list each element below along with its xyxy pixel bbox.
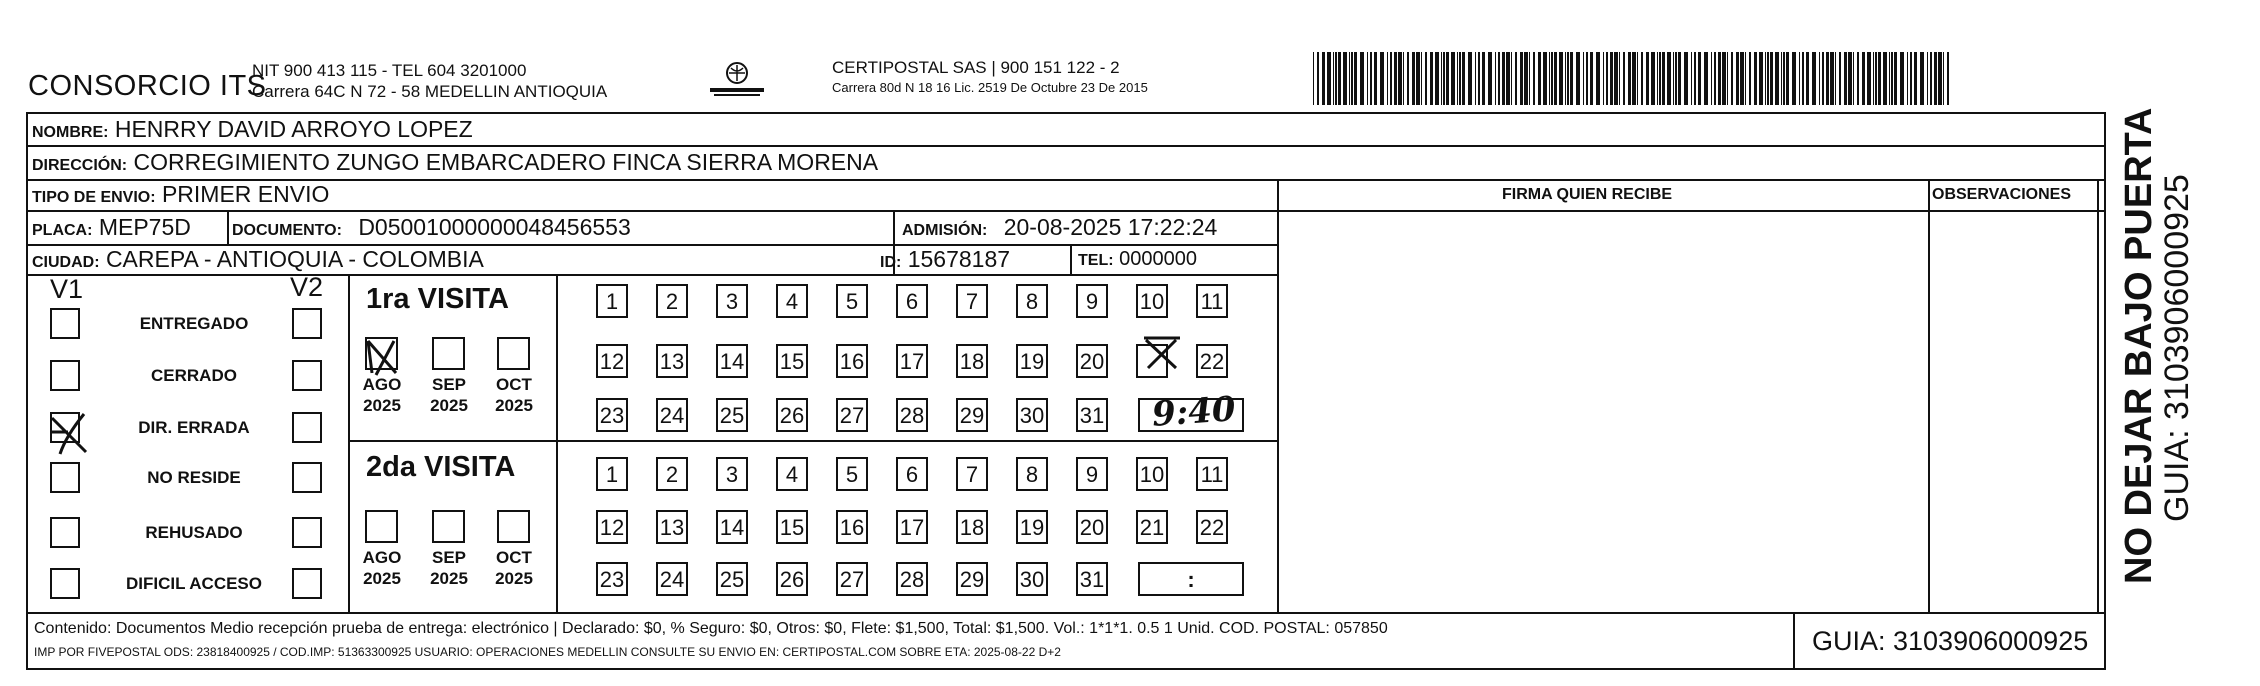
second-visit-day-box[interactable]: 17 — [896, 510, 928, 544]
first-visit-day-box[interactable]: 1 — [596, 284, 628, 318]
month-year: 2025 — [363, 569, 401, 588]
status-label: REHUSADO — [145, 523, 243, 542]
firma-header: FIRMA QUIEN RECIBE — [1502, 186, 1673, 203]
first-visit-day-box[interactable]: 31 — [1076, 398, 1108, 432]
first-visit-day-box[interactable]: 19 — [1016, 344, 1048, 378]
first-visit-month-label — [489, 374, 539, 416]
direccion-row — [32, 149, 878, 176]
second-visit-month-checkbox[interactable] — [497, 510, 530, 543]
nombre-row — [32, 116, 473, 143]
id-value: 15678187 — [907, 246, 1011, 272]
second-visit-month-label — [424, 547, 474, 589]
first-visit-day-box[interactable]: 17 — [896, 344, 928, 378]
second-visit-time-box[interactable]: : — [1138, 562, 1244, 596]
month-name: OCT — [496, 375, 532, 394]
second-visit-day-box[interactable]: 2 — [656, 457, 688, 491]
certipostal-info — [832, 58, 1148, 98]
month-year: 2025 — [430, 569, 468, 588]
first-visit-day-box[interactable]: 29 — [956, 398, 988, 432]
v1-checkbox[interactable] — [50, 308, 80, 339]
second-visit-day-box[interactable]: 30 — [1016, 562, 1048, 596]
second-visit-day-box[interactable]: 24 — [656, 562, 688, 596]
first-visit-month-checkbox[interactable] — [432, 337, 465, 370]
second-visit-day-box[interactable]: 22 — [1196, 510, 1228, 544]
side-warning: NO DEJAR BAJO PUERTA — [2118, 107, 2160, 584]
tel-field — [1078, 248, 1197, 271]
v1-checkbox[interactable] — [50, 360, 80, 391]
firma-area[interactable] — [1280, 212, 1927, 611]
second-visit-day-box[interactable]: 19 — [1016, 510, 1048, 544]
first-visit-day-box[interactable]: 30 — [1016, 398, 1048, 432]
first-visit-day-box[interactable]: 10 — [1136, 284, 1168, 318]
tel-value: 0000000 — [1119, 248, 1197, 270]
first-visit-day-box[interactable]: 8 — [1016, 284, 1048, 318]
first-visit-day-box[interactable]: 7 — [956, 284, 988, 318]
v2-checkbox[interactable] — [292, 360, 322, 391]
handwritten-check-dir-errada-icon — [46, 410, 96, 460]
second-visit-day-box[interactable]: 6 — [896, 457, 928, 491]
second-visit-day-box[interactable]: 7 — [956, 457, 988, 491]
first-visit-day-box[interactable]: 23 — [596, 398, 628, 432]
v1-checkbox[interactable] — [50, 462, 80, 493]
second-visit-day-box[interactable]: 25 — [716, 562, 748, 596]
month-year: 2025 — [363, 396, 401, 415]
first-visit-day-box[interactable]: 15 — [776, 344, 808, 378]
second-visit-day-box[interactable]: 1 — [596, 457, 628, 491]
first-visit-day-box[interactable]: 25 — [716, 398, 748, 432]
second-visit-day-box[interactable]: 29 — [956, 562, 988, 596]
certipostal-logo-icon — [706, 60, 768, 100]
second-visit-day-box[interactable]: 13 — [656, 510, 688, 544]
ciudad-label: CIUDAD: — [32, 254, 100, 271]
first-visit-day-box[interactable]: 12 — [596, 344, 628, 378]
admision-field — [902, 214, 1217, 241]
status-label: DIR. ERRADA — [138, 418, 250, 437]
month-name: AGO — [362, 375, 402, 394]
second-visit-day-box[interactable]: 12 — [596, 510, 628, 544]
second-visit-day-box[interactable]: 14 — [716, 510, 748, 544]
first-visit-month-label — [357, 374, 407, 416]
tipo-label: TIPO DE ENVIO: — [32, 189, 156, 206]
first-visit-day-box[interactable]: 20 — [1076, 344, 1108, 378]
first-visit-day-box[interactable]: 4 — [776, 284, 808, 318]
first-visit-day-box[interactable]: 11 — [1196, 284, 1228, 318]
second-visit-day-box[interactable]: 28 — [896, 562, 928, 596]
tipo-row — [32, 181, 329, 208]
observaciones-header: OBSERVACIONES — [1932, 186, 2071, 203]
first-visit-day-box[interactable]: 3 — [716, 284, 748, 318]
id-label: ID: — [880, 254, 902, 271]
first-visit-title: 1ra VISITA — [366, 283, 509, 315]
placa-value: MEP75D — [98, 214, 191, 240]
first-visit-month-checkbox[interactable] — [497, 337, 530, 370]
nombre-label: NOMBRE: — [32, 124, 109, 141]
company-nit: NIT 900 413 115 - TEL 604 3201000 — [252, 61, 527, 80]
status-label: DIFICIL ACCESO — [125, 574, 262, 593]
guia-number: GUIA: 3103906000925 — [1812, 626, 2089, 656]
v2-label: V2 — [290, 272, 324, 302]
first-visit-day-box[interactable]: 28 — [896, 398, 928, 432]
second-visit-month-checkbox[interactable] — [432, 510, 465, 543]
status-label: CERRADO — [151, 366, 237, 385]
footer-contents: Contenido: Documentos Medio recepción prueba de entrega: electrónico | Declarado: $0, % Seguro: $0, Otros: $0, Flete: $1,500, Total: $1,500. Vol.: 1*1*1. 0.5 1 Unid. COD. POSTAL: 057850 — [34, 620, 1388, 637]
first-visit-day-box[interactable]: 9 — [1076, 284, 1108, 318]
direccion-label: DIRECCIÓN: — [32, 157, 128, 174]
second-visit-day-box[interactable]: 10 — [1136, 457, 1168, 491]
first-visit-day-box[interactable]: 2 — [656, 284, 688, 318]
v2-checkbox[interactable] — [292, 517, 322, 548]
certipostal-address: Carrera 80d N 18 16 Lic. 2519 De Octubre 23 De 2015 — [832, 80, 1148, 95]
v2-checkbox[interactable] — [292, 308, 322, 339]
v2-checkbox[interactable] — [292, 462, 322, 493]
first-visit-month-label — [424, 374, 474, 416]
first-visit-day-box[interactable]: 14 — [716, 344, 748, 378]
second-visit-day-box[interactable]: 23 — [596, 562, 628, 596]
second-visit-day-box[interactable]: 31 — [1076, 562, 1108, 596]
tel-label: TEL: — [1078, 252, 1114, 269]
month-name: SEP — [431, 375, 467, 394]
first-visit-day-box[interactable]: 5 — [836, 284, 868, 318]
id-field — [880, 246, 1010, 273]
placa-field — [32, 214, 191, 241]
company-address: Carrera 64C N 72 - 58 MEDELLIN ANTIOQUIA — [252, 82, 608, 101]
documento-value: D05001000000048456553 — [358, 214, 631, 240]
second-visit-day-box[interactable]: 21 — [1136, 510, 1168, 544]
month-name: SEP — [431, 548, 467, 567]
second-visit-day-box[interactable]: 4 — [776, 457, 808, 491]
month-name: OCT — [496, 548, 532, 567]
handwritten-check-day-21-icon — [1140, 334, 1184, 374]
ciudad-field — [32, 246, 484, 273]
status-label: NO RESIDE — [147, 468, 241, 487]
second-visit-day-box[interactable]: 11 — [1196, 457, 1228, 491]
first-visit-day-box[interactable]: 16 — [836, 344, 868, 378]
status-label: ENTREGADO — [139, 314, 249, 333]
handwritten-time: 9:40 — [1150, 389, 1237, 435]
documento-label: DOCUMENTO: — [232, 222, 342, 239]
second-visit-day-box[interactable]: 16 — [836, 510, 868, 544]
second-visit-day-box[interactable]: 5 — [836, 457, 868, 491]
second-visit-month-label — [489, 547, 539, 589]
first-visit-day-box[interactable]: 13 — [656, 344, 688, 378]
second-visit-month-label — [357, 547, 407, 589]
second-visit-day-box[interactable]: 8 — [1016, 457, 1048, 491]
month-name: AGO — [362, 548, 402, 567]
second-visit-day-box[interactable]: 26 — [776, 562, 808, 596]
v1-checkbox[interactable] — [50, 517, 80, 548]
second-visit-day-box[interactable]: 9 — [1076, 457, 1108, 491]
observaciones-area[interactable] — [1931, 212, 2096, 611]
company-name: CONSORCIO ITS — [28, 70, 267, 102]
v2-checkbox[interactable] — [292, 412, 322, 443]
ciudad-value: CAREPA - ANTIOQUIA - COLOMBIA — [105, 246, 484, 272]
side-guia: GUIA: 3103906000925 — [2158, 174, 2196, 522]
second-visit-day-box[interactable]: 3 — [716, 457, 748, 491]
second-visit-day-box[interactable]: 27 — [836, 562, 868, 596]
placa-label: PLACA: — [32, 222, 93, 239]
month-year: 2025 — [495, 569, 533, 588]
handwritten-check-ago-icon — [364, 337, 404, 379]
v1-checkbox[interactable] — [50, 568, 80, 599]
second-visit-day-box[interactable]: 15 — [776, 510, 808, 544]
documento-field — [232, 214, 631, 241]
company-info — [252, 60, 607, 102]
first-visit-day-box[interactable]: 27 — [836, 398, 868, 432]
first-visit-day-box[interactable]: 26 — [776, 398, 808, 432]
tipo-value: PRIMER ENVIO — [161, 181, 330, 207]
v2-checkbox[interactable] — [292, 568, 322, 599]
v1-label: V1 — [50, 274, 84, 304]
second-visit-day-box[interactable]: 20 — [1076, 510, 1108, 544]
first-visit-day-box[interactable]: 22 — [1196, 344, 1228, 378]
first-visit-day-box[interactable]: 24 — [656, 398, 688, 432]
admision-value: 20-08-2025 17:22:24 — [1003, 214, 1218, 240]
direccion-value: CORREGIMIENTO ZUNGO EMBARCADERO FINCA SIERRA MORENA — [133, 149, 879, 175]
second-visit-title: 2da VISITA — [366, 451, 516, 483]
footer-print-info: IMP POR FIVEPOSTAL ODS: 23818400925 / COD.IMP: 51363300925 USUARIO: OPERACIONES MEDELLIN CONSULTE SU ENVIO EN: CERTIPOSTAL.COM SOBRE ETA: 2025-08-22 D+2 — [34, 645, 1061, 659]
barcode-icon — [1313, 52, 1953, 105]
certipostal-name: CERTIPOSTAL SAS | 900 151 122 - 2 — [832, 58, 1120, 77]
first-visit-day-box[interactable]: 18 — [956, 344, 988, 378]
first-visit-day-box[interactable]: 6 — [896, 284, 928, 318]
nombre-value: HENRRY DAVID ARROYO LOPEZ — [114, 116, 473, 142]
admision-label: ADMISIÓN: — [902, 222, 988, 239]
second-visit-month-checkbox[interactable] — [365, 510, 398, 543]
second-visit-day-box[interactable]: 18 — [956, 510, 988, 544]
month-year: 2025 — [495, 396, 533, 415]
month-year: 2025 — [430, 396, 468, 415]
